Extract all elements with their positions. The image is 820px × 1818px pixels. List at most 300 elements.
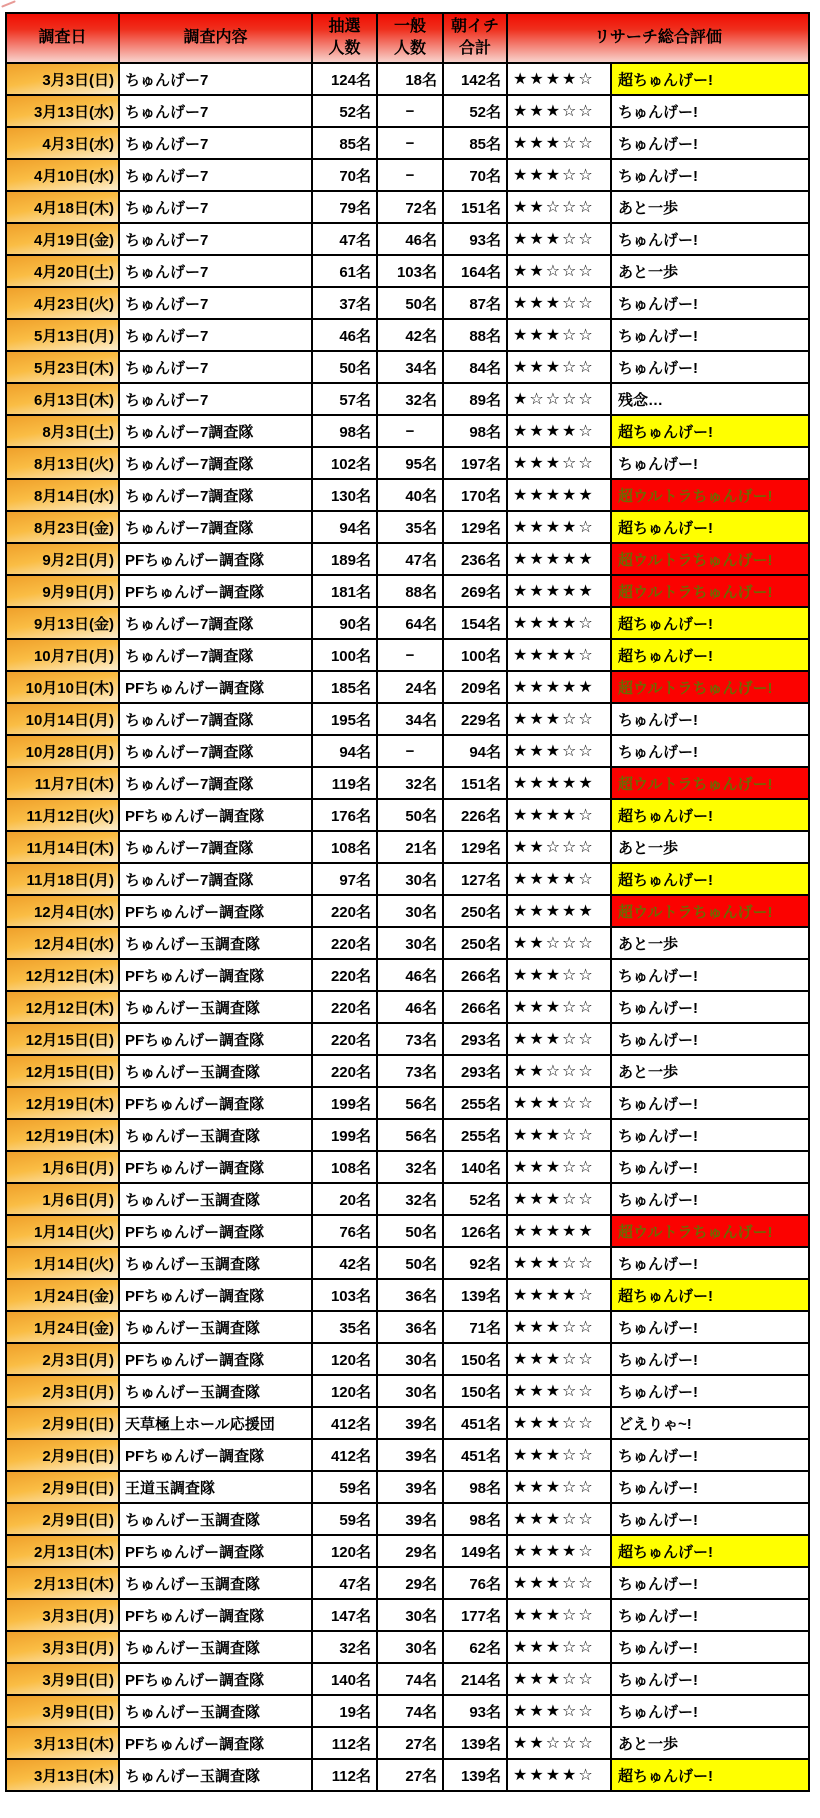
star-rating: ★★★★☆ [507, 1535, 611, 1567]
table-row [6, 735, 809, 767]
survey-date-cell: 2月13日(木) [6, 1535, 119, 1567]
survey-date-cell: 12月15日(日) [6, 1055, 119, 1087]
survey-date-cell: 4月23日(火) [6, 287, 119, 319]
survey-content-cell: ちゅんげー玉調査隊 [119, 991, 312, 1023]
morning-total-cell: 255名 [443, 1119, 507, 1151]
morning-total-cell: 154名 [443, 607, 507, 639]
rating-text-cell: 超ウルトラちゅんげー! [611, 1215, 809, 1247]
rating-text-cell: ちゅんげー! [611, 1023, 809, 1055]
general-count-cell: 56名 [377, 1087, 443, 1119]
morning-total-cell: 76名 [443, 1567, 507, 1599]
table-row [6, 1471, 809, 1503]
morning-total-cell: 62名 [443, 1631, 507, 1663]
morning-total-cell: 170名 [443, 479, 507, 511]
morning-total-cell: 164名 [443, 255, 507, 287]
rating-text-cell: ちゅんげー! [611, 1471, 809, 1503]
table-body [6, 63, 809, 1791]
star-rating: ★★★☆☆ [507, 1439, 611, 1471]
survey-date-cell: 11月14日(木) [6, 831, 119, 863]
star-rating: ★★★☆☆ [507, 1087, 611, 1119]
survey-date-cell: 11月7日(木) [6, 767, 119, 799]
general-count-cell: 30名 [377, 1599, 443, 1631]
rating-text-cell: ちゅんげー! [611, 1119, 809, 1151]
star-rating: ★★★★☆ [507, 511, 611, 543]
rating-text-cell: 超ウルトラちゅんげー! [611, 895, 809, 927]
star-rating: ★★★☆☆ [507, 1407, 611, 1439]
table-row [6, 511, 809, 543]
table-row [6, 415, 809, 447]
lottery-count-cell: 59名 [312, 1503, 377, 1535]
table-row [6, 1535, 809, 1567]
morning-total-cell: 85名 [443, 127, 507, 159]
table-header [6, 13, 809, 63]
survey-date-cell: 2月3日(月) [6, 1375, 119, 1407]
morning-total-cell: 214名 [443, 1663, 507, 1695]
table-row [6, 1375, 809, 1407]
general-count-cell: 30名 [377, 1375, 443, 1407]
survey-content-cell: PFちゅんげー調査隊 [119, 1599, 312, 1631]
survey-date-cell: 10月10日(木) [6, 671, 119, 703]
lottery-count-cell: 94名 [312, 511, 377, 543]
morning-total-cell: 177名 [443, 1599, 507, 1631]
lottery-count-cell: 112名 [312, 1759, 377, 1791]
survey-content-cell: ちゅんげー7調査隊 [119, 479, 312, 511]
survey-content-cell: PFちゅんげー調査隊 [119, 1663, 312, 1695]
survey-date-cell: 4月20日(土) [6, 255, 119, 287]
lottery-count-cell: 46名 [312, 319, 377, 351]
lottery-count-cell: 220名 [312, 1055, 377, 1087]
general-count-cell: 64名 [377, 607, 443, 639]
table-row [6, 1087, 809, 1119]
survey-content-cell: ちゅんげー7調査隊 [119, 735, 312, 767]
star-rating: ★★★★★ [507, 671, 611, 703]
table-row [6, 703, 809, 735]
general-count-cell: 35名 [377, 511, 443, 543]
lottery-count-cell: 220名 [312, 1023, 377, 1055]
survey-content-cell: ちゅんげー7調査隊 [119, 511, 312, 543]
morning-total-cell: 52名 [443, 95, 507, 127]
morning-total-cell: 98名 [443, 415, 507, 447]
survey-date-cell: 10月7日(月) [6, 639, 119, 671]
morning-total-cell: 229名 [443, 703, 507, 735]
lottery-count-cell: 19名 [312, 1695, 377, 1727]
survey-date-cell: 11月18日(月) [6, 863, 119, 895]
survey-date-cell: 3月9日(日) [6, 1695, 119, 1727]
general-count-cell: 30名 [377, 927, 443, 959]
survey-date-cell: 12月19日(木) [6, 1119, 119, 1151]
general-count-cell: 39名 [377, 1407, 443, 1439]
lottery-count-cell: 220名 [312, 991, 377, 1023]
lottery-count-cell: 35名 [312, 1311, 377, 1343]
survey-content-cell: ちゅんげー7 [119, 63, 312, 95]
table-row [6, 927, 809, 959]
general-count-cell: 95名 [377, 447, 443, 479]
star-rating: ★★★☆☆ [507, 287, 611, 319]
table-row [6, 127, 809, 159]
general-count-cell: 27名 [377, 1759, 443, 1791]
table-row [6, 767, 809, 799]
survey-date-cell: 9月2日(月) [6, 543, 119, 575]
survey-content-cell: PFちゅんげー調査隊 [119, 1279, 312, 1311]
survey-content-cell: PFちゅんげー調査隊 [119, 895, 312, 927]
star-rating: ★★☆☆☆ [507, 1055, 611, 1087]
general-count-cell: 46名 [377, 991, 443, 1023]
table-row [6, 1247, 809, 1279]
star-rating: ★★★☆☆ [507, 1119, 611, 1151]
survey-content-cell: ちゅんげー7 [119, 255, 312, 287]
table-row [6, 191, 809, 223]
star-rating: ★★★☆☆ [507, 223, 611, 255]
star-rating: ★★★★☆ [507, 799, 611, 831]
lottery-count-cell: 32名 [312, 1631, 377, 1663]
morning-total-cell: 197名 [443, 447, 507, 479]
table-row [6, 1151, 809, 1183]
star-rating: ★★★★☆ [507, 415, 611, 447]
morning-total-cell: 129名 [443, 831, 507, 863]
table-row [6, 255, 809, 287]
star-rating: ★★☆☆☆ [507, 255, 611, 287]
lottery-count-cell: 120名 [312, 1375, 377, 1407]
lottery-count-cell: 103名 [312, 1279, 377, 1311]
morning-total-cell: 142名 [443, 63, 507, 95]
lottery-count-cell: 412名 [312, 1439, 377, 1471]
rating-text-cell: ちゅんげー! [611, 1343, 809, 1375]
general-count-cell: 36名 [377, 1311, 443, 1343]
rating-text-cell: ちゅんげー! [611, 95, 809, 127]
survey-content-cell: ちゅんげー7 [119, 191, 312, 223]
survey-content-cell: ちゅんげー玉調査隊 [119, 927, 312, 959]
survey-date-cell: 2月3日(月) [6, 1343, 119, 1375]
header-row [6, 13, 809, 63]
lottery-count-cell: 112名 [312, 1727, 377, 1759]
survey-date-cell: 12月15日(日) [6, 1023, 119, 1055]
survey-content-cell: ちゅんげー7 [119, 159, 312, 191]
table-row [6, 383, 809, 415]
table-row [6, 1663, 809, 1695]
general-count-cell: 29名 [377, 1567, 443, 1599]
lottery-count-cell: 185名 [312, 671, 377, 703]
table-row [6, 1439, 809, 1471]
rating-text-cell: 超ウルトラちゅんげー! [611, 575, 809, 607]
survey-content-cell: ちゅんげー7 [119, 95, 312, 127]
morning-total-cell: 226名 [443, 799, 507, 831]
morning-total-cell: 100名 [443, 639, 507, 671]
table-row [6, 991, 809, 1023]
star-rating: ★★★☆☆ [507, 95, 611, 127]
table-row [6, 639, 809, 671]
survey-date-cell: 12月4日(水) [6, 927, 119, 959]
survey-date-cell: 12月4日(水) [6, 895, 119, 927]
general-count-cell: 103名 [377, 255, 443, 287]
star-rating: ★★★★★ [507, 1215, 611, 1247]
lottery-count-cell: 412名 [312, 1407, 377, 1439]
survey-content-cell: PFちゅんげー調査隊 [119, 543, 312, 575]
table-row [6, 831, 809, 863]
lottery-count-cell: 176名 [312, 799, 377, 831]
general-count-cell: 24名 [377, 671, 443, 703]
morning-total-cell: 92名 [443, 1247, 507, 1279]
morning-total-cell: 98名 [443, 1471, 507, 1503]
table-row [6, 1407, 809, 1439]
survey-date-cell: 4月10日(水) [6, 159, 119, 191]
rating-text-cell: ちゅんげー! [611, 1695, 809, 1727]
survey-content-cell: ちゅんげー7 [119, 223, 312, 255]
survey-content-cell: ちゅんげー玉調査隊 [119, 1055, 312, 1087]
general-count-cell: 29名 [377, 1535, 443, 1567]
survey-date-cell: 1月24日(金) [6, 1279, 119, 1311]
survey-content-cell: ちゅんげー玉調査隊 [119, 1311, 312, 1343]
survey-date-cell: 8月13日(火) [6, 447, 119, 479]
lottery-count-cell: 52名 [312, 95, 377, 127]
rating-text-cell: 超ウルトラちゅんげー! [611, 671, 809, 703]
general-count-cell: 32名 [377, 383, 443, 415]
star-rating: ★★★☆☆ [507, 959, 611, 991]
general-count-cell: 56名 [377, 1119, 443, 1151]
lottery-count-cell: 61名 [312, 255, 377, 287]
survey-content-cell: ちゅんげー7 [119, 351, 312, 383]
star-rating: ★★☆☆☆ [507, 831, 611, 863]
star-rating: ★★★★☆ [507, 1279, 611, 1311]
col-header-survey-date-label: 調査日 [38, 29, 87, 47]
survey-content-cell: 天草極上ホール応援団 [119, 1407, 312, 1439]
rating-text-cell: 超ちゅんげー! [611, 1535, 809, 1567]
general-count-cell: 32名 [377, 1151, 443, 1183]
survey-date-cell: 3月3日(月) [6, 1631, 119, 1663]
general-count-cell: 30名 [377, 1631, 443, 1663]
lottery-count-cell: 140名 [312, 1663, 377, 1695]
table-row [6, 1343, 809, 1375]
survey-content-cell: ちゅんげー7 [119, 127, 312, 159]
table-row [6, 95, 809, 127]
table-row [6, 159, 809, 191]
general-count-cell: 39名 [377, 1471, 443, 1503]
rating-text-cell: ちゅんげー! [611, 319, 809, 351]
lottery-count-cell: 102名 [312, 447, 377, 479]
general-count-cell: 50名 [377, 1215, 443, 1247]
rating-text-cell: ちゅんげー! [611, 1631, 809, 1663]
lottery-count-cell: 97名 [312, 863, 377, 895]
lottery-count-cell: 199名 [312, 1119, 377, 1151]
rating-text-cell: ちゅんげー! [611, 735, 809, 767]
survey-content-cell: PFちゅんげー調査隊 [119, 1023, 312, 1055]
col-header-lottery-count: 抽選 人数 [312, 13, 377, 63]
morning-total-cell: 266名 [443, 959, 507, 991]
morning-total-cell: 451名 [443, 1439, 507, 1471]
survey-date-cell: 5月13日(月) [6, 319, 119, 351]
star-rating: ★★★★☆ [507, 639, 611, 671]
survey-date-cell: 6月13日(木) [6, 383, 119, 415]
col-header-survey-date [6, 13, 119, 63]
star-rating: ★★☆☆☆ [507, 927, 611, 959]
rating-text-cell: ちゅんげー! [611, 447, 809, 479]
morning-total-cell: 98名 [443, 1503, 507, 1535]
star-rating: ★★★☆☆ [507, 1631, 611, 1663]
survey-date-cell: 12月19日(木) [6, 1087, 119, 1119]
general-count-cell: 73名 [377, 1055, 443, 1087]
survey-content-cell: ちゅんげー7調査隊 [119, 703, 312, 735]
survey-content-cell: PFちゅんげー調査隊 [119, 1151, 312, 1183]
survey-content-cell: PFちゅんげー調査隊 [119, 1343, 312, 1375]
general-count-cell: 74名 [377, 1695, 443, 1727]
lottery-count-cell: 108名 [312, 1151, 377, 1183]
survey-date-cell: 1月6日(月) [6, 1151, 119, 1183]
col-header-survey-content [119, 13, 312, 63]
morning-total-cell: 89名 [443, 383, 507, 415]
star-rating: ★★☆☆☆ [507, 191, 611, 223]
survey-date-cell: 12月12日(木) [6, 959, 119, 991]
rating-text-cell: 超ちゅんげー! [611, 799, 809, 831]
col-header-general-count: 一般 人数 [377, 13, 443, 63]
morning-total-cell: 84名 [443, 351, 507, 383]
rating-text-cell: あと一歩 [611, 831, 809, 863]
star-rating: ★★★☆☆ [507, 1599, 611, 1631]
general-count-cell: 36名 [377, 1279, 443, 1311]
rating-text-cell: ちゅんげー! [611, 1663, 809, 1695]
lottery-count-cell: 120名 [312, 1535, 377, 1567]
star-rating: ★★★☆☆ [507, 1247, 611, 1279]
star-rating: ★★★☆☆ [507, 127, 611, 159]
general-count-cell: 50名 [377, 287, 443, 319]
survey-date-cell: 3月13日(木) [6, 1727, 119, 1759]
star-rating: ★★★☆☆ [507, 447, 611, 479]
survey-content-cell: ちゅんげー7調査隊 [119, 639, 312, 671]
lottery-count-cell: 59名 [312, 1471, 377, 1503]
rating-text-cell: ちゅんげー! [611, 159, 809, 191]
table-row [6, 1183, 809, 1215]
survey-date-cell: 2月9日(日) [6, 1471, 119, 1503]
lottery-count-cell: 199名 [312, 1087, 377, 1119]
rating-text-cell: ちゅんげー! [611, 1247, 809, 1279]
rating-text-cell: あと一歩 [611, 191, 809, 223]
survey-date-cell: 3月3日(月) [6, 1599, 119, 1631]
table-row [6, 223, 809, 255]
rating-text-cell: ちゅんげー! [611, 1503, 809, 1535]
table-row [6, 1279, 809, 1311]
star-rating: ★★★★☆ [507, 607, 611, 639]
table-row [6, 671, 809, 703]
rating-text-cell: 超ちゅんげー! [611, 511, 809, 543]
morning-total-cell: 151名 [443, 191, 507, 223]
lottery-count-cell: 189名 [312, 543, 377, 575]
general-count-cell: 30名 [377, 895, 443, 927]
general-count-cell: 50名 [377, 799, 443, 831]
general-count-cell: 32名 [377, 767, 443, 799]
col-header-overall-rating-label: リサーチ総合評価 [594, 29, 722, 47]
morning-total-cell: 139名 [443, 1279, 507, 1311]
rating-text-cell: ちゅんげー! [611, 1567, 809, 1599]
survey-content-cell: PFちゅんげー調査隊 [119, 959, 312, 991]
survey-date-cell: 10月28日(月) [6, 735, 119, 767]
survey-content-cell: PFちゅんげー調査隊 [119, 575, 312, 607]
lottery-count-cell: 124名 [312, 63, 377, 95]
lottery-count-cell: 70名 [312, 159, 377, 191]
general-count-cell: 34名 [377, 351, 443, 383]
general-count-cell: − [377, 159, 443, 191]
lottery-count-cell: 79名 [312, 191, 377, 223]
rating-text-cell: ちゅんげー! [611, 1087, 809, 1119]
table-row [6, 319, 809, 351]
general-count-cell: 21名 [377, 831, 443, 863]
general-count-cell: 40名 [377, 479, 443, 511]
morning-total-cell: 209名 [443, 671, 507, 703]
lottery-count-cell: 108名 [312, 831, 377, 863]
morning-total-cell: 151名 [443, 767, 507, 799]
general-count-cell: − [377, 95, 443, 127]
star-rating: ★★★☆☆ [507, 1343, 611, 1375]
star-rating: ★★★★★ [507, 479, 611, 511]
rating-text-cell: 残念… [611, 383, 809, 415]
survey-content-cell: ちゅんげー7調査隊 [119, 863, 312, 895]
rating-text-cell: 超ちゅんげー! [611, 607, 809, 639]
rating-text-cell: ちゅんげー! [611, 223, 809, 255]
table-row [6, 351, 809, 383]
survey-content-cell: ちゅんげー7 [119, 287, 312, 319]
survey-date-cell: 9月13日(金) [6, 607, 119, 639]
star-rating: ★★★☆☆ [507, 1471, 611, 1503]
survey-date-cell: 11月12日(火) [6, 799, 119, 831]
lottery-count-cell: 47名 [312, 1567, 377, 1599]
star-rating: ★☆☆☆☆ [507, 383, 611, 415]
rating-text-cell: 超ウルトラちゅんげー! [611, 479, 809, 511]
survey-content-cell: ちゅんげー玉調査隊 [119, 1375, 312, 1407]
table-row [6, 1759, 809, 1791]
star-rating: ★★★☆☆ [507, 1375, 611, 1407]
survey-content-cell: PFちゅんげー調査隊 [119, 1727, 312, 1759]
table-row [6, 575, 809, 607]
general-count-cell: 18名 [377, 63, 443, 95]
research-table [5, 12, 810, 1792]
morning-total-cell: 94名 [443, 735, 507, 767]
col-header-overall-rating [507, 13, 809, 63]
survey-date-cell: 4月3日(水) [6, 127, 119, 159]
survey-content-cell: ちゅんげー玉調査隊 [119, 1567, 312, 1599]
rating-text-cell: ちゅんげー! [611, 287, 809, 319]
morning-total-cell: 250名 [443, 927, 507, 959]
survey-content-cell: ちゅんげー7 [119, 383, 312, 415]
table-row [6, 287, 809, 319]
table-row [6, 1055, 809, 1087]
survey-content-cell: ちゅんげー玉調査隊 [119, 1119, 312, 1151]
survey-content-cell: ちゅんげー7調査隊 [119, 447, 312, 479]
survey-content-cell: PFちゅんげー調査隊 [119, 1535, 312, 1567]
morning-total-cell: 451名 [443, 1407, 507, 1439]
lottery-count-cell: 181名 [312, 575, 377, 607]
morning-total-cell: 150名 [443, 1375, 507, 1407]
survey-content-cell: PFちゅんげー調査隊 [119, 1087, 312, 1119]
general-count-cell: − [377, 735, 443, 767]
rating-text-cell: あと一歩 [611, 1055, 809, 1087]
table-row [6, 1599, 809, 1631]
morning-total-cell: 293名 [443, 1055, 507, 1087]
general-count-cell: 32名 [377, 1183, 443, 1215]
morning-total-cell: 236名 [443, 543, 507, 575]
rating-text-cell: 超ちゅんげー! [611, 1759, 809, 1791]
survey-content-cell: ちゅんげー玉調査隊 [119, 1503, 312, 1535]
morning-total-cell: 266名 [443, 991, 507, 1023]
lottery-count-cell: 120名 [312, 1343, 377, 1375]
star-rating: ★★★☆☆ [507, 703, 611, 735]
table-row [6, 863, 809, 895]
star-rating: ★★★☆☆ [507, 1663, 611, 1695]
lottery-count-cell: 98名 [312, 415, 377, 447]
general-count-cell: 42名 [377, 319, 443, 351]
survey-date-cell: 8月23日(金) [6, 511, 119, 543]
rating-text-cell: 超ちゅんげー! [611, 415, 809, 447]
general-count-cell: 34名 [377, 703, 443, 735]
lottery-count-cell: 85名 [312, 127, 377, 159]
survey-date-cell: 3月13日(木) [6, 1759, 119, 1791]
table-row [6, 607, 809, 639]
